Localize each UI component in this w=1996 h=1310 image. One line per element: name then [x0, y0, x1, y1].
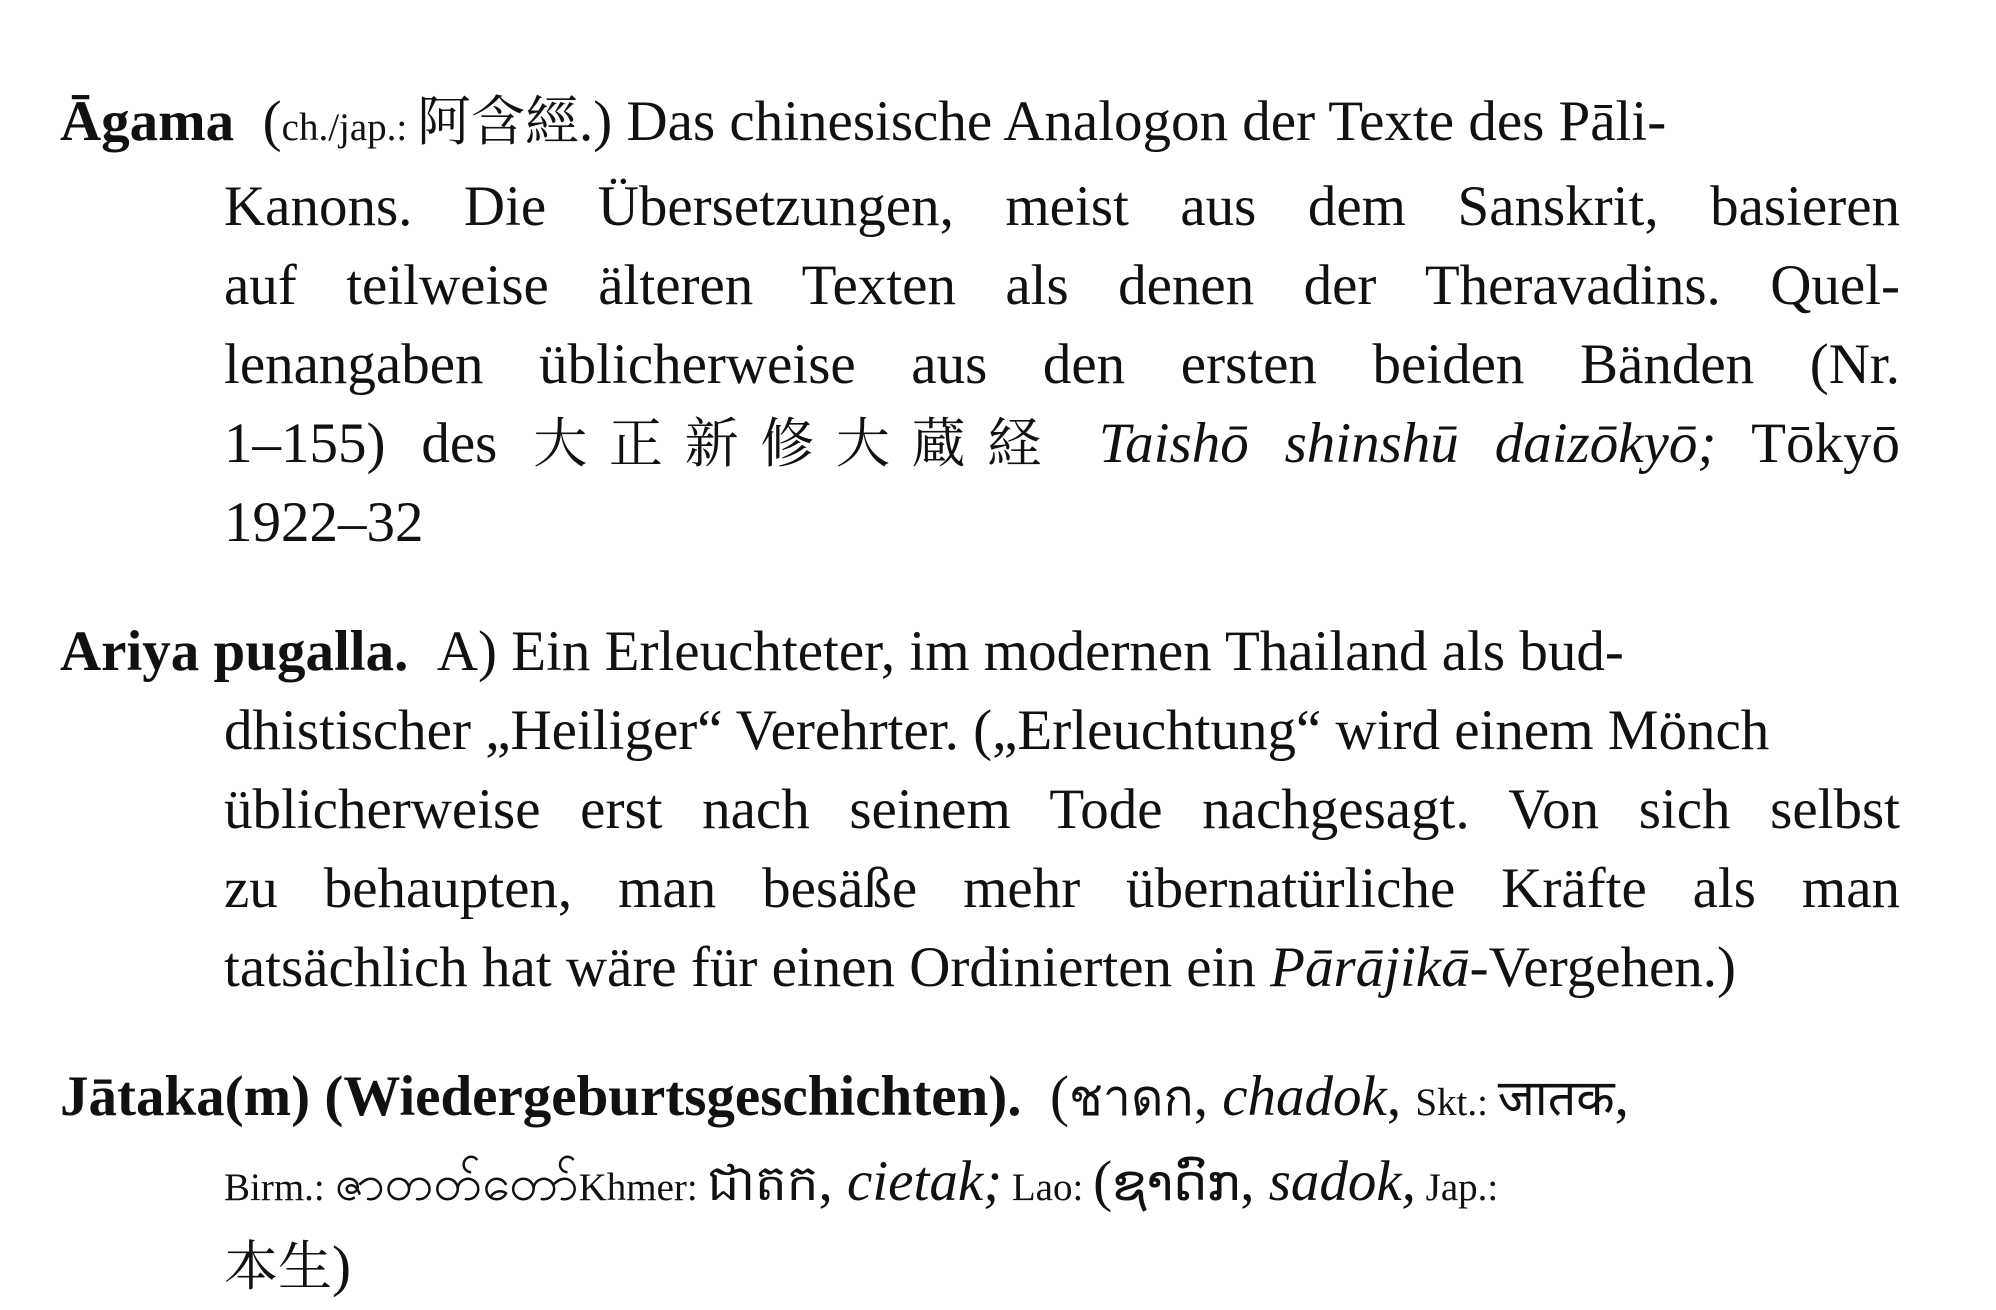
text-run: tatsächlich hat wäre für einen Ordinierten ein — [224, 936, 1271, 999]
text-run: 1–155) des — [224, 412, 534, 475]
dictionary-page — [60, 82, 1900, 1306]
italic-text: cietak; — [847, 1150, 1003, 1213]
entry-line — [60, 1227, 1900, 1306]
text-run: A) Ein Erleuchteter, im modernen Thailand als bud- — [436, 620, 1624, 683]
text-run: ( — [262, 90, 282, 153]
entry-line: 1922–32 — [224, 491, 424, 554]
text-run: ( — [1049, 1065, 1069, 1128]
khmer-text: ជាតក — [707, 1154, 819, 1212]
entry-term: Jātaka(m) (Wiedergeburtsgeschichten). — [60, 1065, 1022, 1128]
entry-line: üblicherweise erst nach seinem Tode nachgesagt. Von sich selbst — [224, 778, 1900, 841]
language-label: Skt.: — [1415, 1081, 1498, 1124]
entry-line — [60, 1057, 1900, 1142]
cjk-text: 本生 — [224, 1235, 332, 1298]
entry-term: Ariya pugalla. — [60, 620, 409, 683]
cjk-text: 大正新修大蔵経 — [533, 412, 1063, 475]
burmese-text: ဇာတတ်တော် — [334, 1154, 579, 1212]
entry-line: zu behaupten, man besäße mehr übernatürliche Kräfte als man — [224, 857, 1900, 920]
entry-line — [60, 928, 1900, 1007]
entry-line: auf teilweise älteren Texten als denen der Theravadins. Quel- — [224, 254, 1900, 317]
cjk-text: 阿含經 — [417, 90, 580, 153]
language-label: Khmer: — [578, 1166, 708, 1209]
entry-line — [60, 1142, 1900, 1227]
text-run: ( — [1093, 1150, 1113, 1213]
text-run: , — [1614, 1065, 1629, 1128]
italic-text: Taishō shinshū daizōkyō; — [1062, 412, 1717, 475]
entry-line — [60, 404, 1900, 483]
text-run: .) Das chinesische Analogon der Texte des Pāli- — [579, 90, 1667, 153]
language-label: Jap.: — [1415, 1166, 1499, 1209]
italic-text: Pārājikā — [1270, 936, 1470, 999]
entry-agama — [60, 82, 1900, 562]
entry-line: lenangaben üblicherweise aus den ersten beiden Bänden (Nr. — [224, 333, 1900, 396]
entry-jataka — [60, 1057, 1900, 1306]
entry-line: dhistischer „Heiliger“ Verehrter. („Erleuchtung“ wird einem Mönch — [224, 699, 1770, 762]
text-run: Tōkyō — [1716, 412, 1900, 475]
entry-line — [60, 82, 1900, 167]
lao-text: ຊາດົກ — [1112, 1154, 1241, 1212]
italic-text: chadok — [1222, 1065, 1387, 1128]
text-run: , — [818, 1150, 848, 1213]
text-run: ) — [332, 1235, 351, 1298]
entry-line: Kanons. Die Übersetzungen, meist aus dem Sanskrit, basieren — [224, 175, 1900, 238]
text-run: , — [1240, 1150, 1269, 1213]
text-run: , — [1193, 1065, 1223, 1128]
language-label: Birm.: — [224, 1166, 335, 1209]
thai-text: ชาดก — [1068, 1069, 1194, 1127]
text-run: -Vergehen.) — [1469, 936, 1737, 999]
entry-ariya-pugalla — [60, 612, 1900, 1007]
italic-text: sadok, — [1268, 1150, 1416, 1213]
entry-line — [60, 612, 1900, 691]
language-label: Lao: — [1002, 1166, 1094, 1209]
text-run: , — [1386, 1065, 1416, 1128]
entry-term: Āgama — [60, 90, 235, 153]
language-label: ch./jap.: — [281, 106, 418, 149]
devanagari-text: जातक — [1497, 1069, 1615, 1127]
